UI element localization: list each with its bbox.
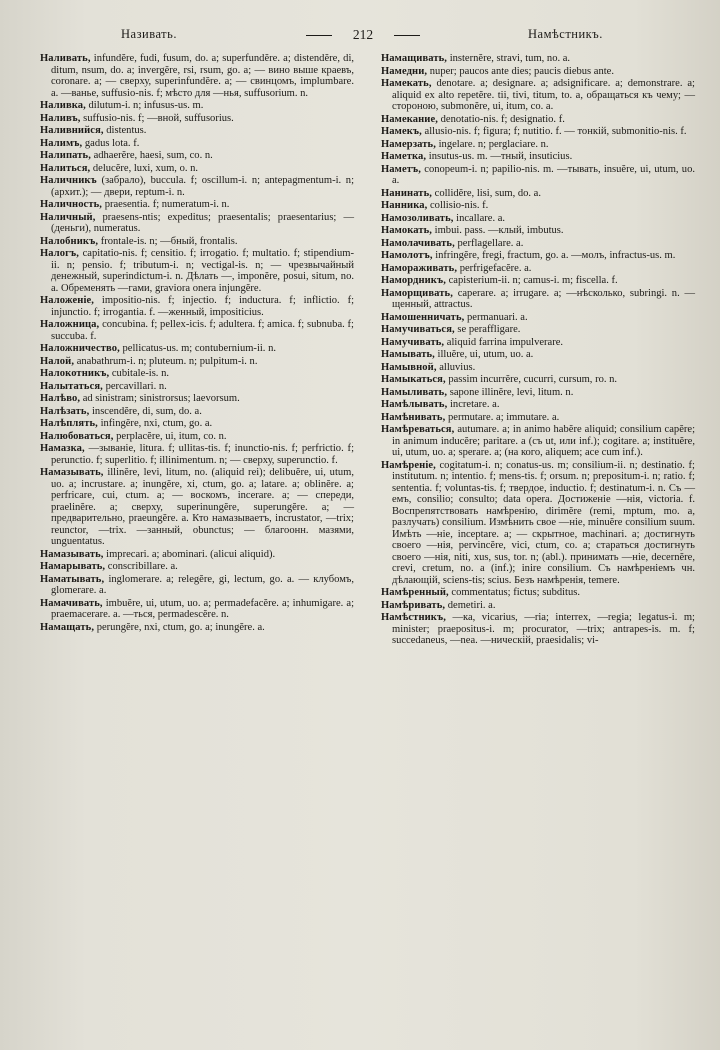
entry-headword: Налиться,	[40, 162, 91, 174]
entry-headword: Налѣплять,	[40, 418, 98, 429]
dictionary-entry	[40, 319, 354, 342]
entry-definition: distentus.	[106, 125, 147, 136]
entry-headword: Намащать,	[40, 621, 95, 633]
dictionary-entry	[381, 349, 695, 361]
entry-definition: —зываніе, litura. f; ullitas-tis. f; inunctio-nis. f; perfrictio. f; perunctio. f; superlitio. f; illinimentum. n; — сверху, superunctio. f.	[51, 443, 354, 466]
dictionary-entry	[40, 53, 354, 99]
entry-headword: Намокать,	[381, 225, 433, 236]
entry-definition: insternĕre, stravi, tum, no. a.	[449, 53, 571, 64]
entry-headword: Намолотъ,	[381, 250, 433, 261]
entry-definition: illinĕre, levi, litum, no. (aliquid rei); delibuĕre, ui, utum, uo. a; incrustare. a; inungĕre, xi, ctum, go. a; latare. a; oblinĕre. a; perfricare, cui, ctum. a; — воскомъ, incerare. a; — спереди, praelinĕre. a; сверху, superinungĕre, superungĕre. a; — предварительно, praeungĕre. a. Кто намазываетъ, incrustator, —trix; reunctor, —trix. —занный, obunctus; — благоонн. мазями, unguentatus.	[51, 467, 354, 547]
dictionary-entry	[381, 238, 695, 250]
entry-definition: se peraffligare.	[457, 324, 521, 335]
entry-headword: Намекание,	[381, 113, 439, 125]
entry-definition: inglomerare. a; relegĕre, gi, lectum, go. a. — клубомъ, glomerare. a.	[51, 573, 354, 596]
entry-definition: perfrigefacĕre. a.	[459, 262, 532, 274]
dictionary-entry	[381, 53, 695, 65]
dictionary-entry	[381, 460, 695, 587]
entry-headword: Наливъ,	[40, 112, 81, 124]
entry-headword: Намащивать,	[381, 53, 448, 64]
right-column	[381, 53, 695, 648]
dictionary-entry	[381, 612, 695, 647]
dictionary-entry	[40, 212, 354, 235]
dictionary-entry	[40, 356, 354, 368]
entry-headword: Намыкаться,	[381, 374, 446, 385]
entry-definition: praesentia. f; numeratum-i. n.	[104, 199, 230, 210]
entry-definition: sapone illinĕre, levi, litum. n.	[449, 386, 574, 398]
dictionary-entry	[40, 393, 354, 405]
dictionary-entry	[40, 150, 354, 162]
running-head-left: Називать.	[121, 27, 177, 41]
entry-headword: Наливнийся,	[40, 125, 104, 136]
entry-headword: Нанинать,	[381, 187, 433, 199]
entry-definition: anabathrum-i. n; pluteum. n; pulpitum-i. n.	[76, 355, 258, 367]
entry-definition: nuper; paucos ante dies; paucis diebus ante.	[429, 65, 615, 77]
dictionary-entry	[40, 175, 354, 198]
entry-headword: Наметъ,	[381, 163, 422, 175]
entry-definition: incallare. a.	[456, 212, 506, 224]
dictionary-entry	[40, 163, 354, 175]
dictionary-entry	[381, 200, 695, 212]
dictionary-entry	[381, 213, 695, 225]
entry-headword: Намошенничать,	[381, 311, 465, 323]
dictionary-entry	[40, 467, 354, 548]
entry-headword: Наморщивать,	[381, 287, 453, 299]
entry-definition: allusio-nis. f; figura; f; nutitio. f. — тонкій, submonitio-nis. f.	[424, 126, 687, 137]
entry-headword: Налюбоваться,	[40, 430, 114, 442]
entry-definition: imbui. pass. —клый, imbutus.	[434, 225, 564, 236]
entry-headword: Намозоливать,	[381, 212, 454, 224]
dictionary-entry	[381, 78, 695, 113]
entry-definition: capitatio-nis. f; censitio. f; irrogatio. f; multatio. f; stipendium-ii. n; pensio. f; tributum-i. n; vectigal-is. n; — чрезвычайный денежный, superindictum-i. n. Дѣлать —, imponĕre, posui, situm, no. a. Обременять —гами, graviora onera injungĕre.	[51, 248, 355, 294]
entry-definition: conscribillare. a.	[107, 561, 178, 572]
entry-definition: —ка, vicarius, —ria; interrex, —regia; legatus-i. m; minister; praepositus-i. m; procurator, —trix; antrapes-is. m. f; succedaneus, —nea. —ническій, praesidalis; vi-	[392, 612, 695, 646]
dictionary-entry	[40, 100, 354, 112]
entry-headword: Намарывать,	[40, 561, 106, 572]
entry-headword: Намордникъ,	[381, 275, 446, 286]
entry-headword: Намолачивать,	[381, 237, 455, 249]
entry-headword: Налытаться,	[40, 380, 103, 392]
entry-definition: denotare. a; designare. a; adsignificare. a; demonstrare. a; aliquid ex alto repetĕre. tii, tivi, titum, to. a, обращаться къ чему; — стороною, submonĕre, ui, itum, co. a.	[392, 78, 695, 112]
dictionary-entry	[40, 561, 354, 573]
dictionary-entry	[381, 424, 695, 459]
entry-definition: (забрало), buccula. f; oscillum-i. n; antepagmentum-i. n; (архит.); — двери, reptum-i. n.	[51, 175, 355, 198]
entry-headword: Наливать,	[40, 53, 91, 64]
entry-definition: imbuĕre, ui, utum, uo. a; permadefacĕre. a; inhumigare. a; praemacerare. a. —ться, permadescĕre. n.	[51, 597, 355, 620]
dictionary-entry	[381, 312, 695, 324]
dictionary-entry	[381, 151, 695, 163]
dictionary-entry	[40, 343, 354, 355]
entry-definition: caperare. a; irrugare. a; —нѣсколько, subringi. n. —щенный, attractus.	[392, 287, 696, 310]
dictionary-entry	[381, 362, 695, 374]
entry-headword: Наматывать,	[40, 573, 105, 585]
dictionary-entry	[381, 399, 695, 411]
entry-headword: Налой,	[40, 355, 75, 367]
entry-headword: Намыливать,	[381, 386, 448, 398]
entry-definition: commentatus; fictus; subditus.	[451, 587, 580, 598]
dictionary-entry	[381, 126, 695, 138]
dictionary-entry	[381, 374, 695, 386]
entry-headword: Намѣнивать,	[381, 411, 446, 423]
dictionary-entry	[40, 199, 354, 211]
entry-headword: Намѣривать,	[381, 599, 446, 611]
entry-definition: dilutum-i. n; infusus-us. m.	[88, 100, 204, 111]
entry-headword: Намазка,	[40, 443, 85, 454]
dictionary-entry	[40, 418, 354, 430]
entry-headword: Намазывать,	[40, 548, 104, 560]
entry-definition: cogitatum-i. n; conatus-us. m; consilium-ii. n; destinatio. f; institutum. n; intentio. f; mens-tis. f; orsum. n; prepositum-i. n; ratio. f; sententia. f; voluntas-tis. f; твердое, inductio. f; destinatum-i. n. Съ —емъ, consilio; consulto; data opera. Достиженіе —нія, victoria. f. Воспрепятствовать намѣренію, dirimĕre (remi, mptum, mo. a, разлучать) consilium. Измѣнить свое —ніе, minuĕre consilium suum. Имѣть —ніе, inceptare. a; — скрытное, machinari. a; достигнуть своего —нія, pervincĕre, vici, ctum, co. a; стараться достигнуть своего —нія, niti, xus, sus, tor. n; (abl.). принимать —ніе, decernĕre, crevi, cretum, no. a (inf.); inire consilium. Съ намѣреніемъ чн. дѣлающій, sciens-tis; scius. Безъ намѣренія, temere.	[392, 459, 695, 586]
entry-headword: Налѣзать,	[40, 405, 90, 417]
dictionary-entry	[40, 381, 354, 393]
dictionary-entry	[40, 125, 354, 137]
page-header	[0, 27, 720, 47]
dictionary-entry	[381, 225, 695, 237]
dictionary-entry	[40, 406, 354, 418]
entry-definition: cubitale-is. n.	[111, 368, 169, 379]
entry-headword: Намораживать,	[381, 262, 458, 274]
dictionary-entry	[40, 549, 354, 561]
entry-definition: perungĕre, nxi, ctum, go. a; inungĕre. a.	[96, 621, 265, 633]
dictionary-entry	[381, 66, 695, 78]
entry-headword: Наличникъ	[40, 175, 97, 186]
dictionary-entry	[40, 113, 354, 125]
left-column	[40, 53, 354, 634]
entry-definition: denotatio-nis. f; designatio. f.	[440, 113, 565, 125]
dictionary-entry	[40, 248, 354, 294]
entry-headword: Нанника,	[381, 200, 428, 211]
entry-definition: passim incurrĕre, cucurri, cursum, ro. n.	[448, 374, 618, 385]
dictionary-entry	[381, 587, 695, 599]
entry-headword: Намазывать,	[40, 467, 104, 478]
entry-headword: Намедни,	[381, 65, 428, 77]
entry-headword: Намекать,	[381, 78, 432, 89]
dictionary-entry	[40, 622, 354, 634]
running-head-right: Намѣстникъ.	[528, 27, 603, 41]
dictionary-entry	[40, 236, 354, 248]
dictionary-entry	[40, 598, 354, 621]
entry-definition: concubina. f; pellex-icis. f; adultera. f; amica. f; subnuba. f; succuba. f.	[51, 319, 354, 342]
entry-definition: collisio-nis. f.	[429, 200, 489, 211]
entry-headword: Наложеніе,	[40, 295, 95, 306]
entry-definition: insutus-us. m. —тный, insuticius.	[428, 151, 573, 162]
entry-definition: perflagellare. a.	[457, 237, 524, 249]
entry-definition: delucĕre, luxi, xum, o. n.	[92, 162, 199, 174]
entry-definition: alluvius.	[439, 361, 476, 373]
entry-headword: Наличность,	[40, 199, 103, 210]
entry-headword: Намучивать,	[381, 336, 445, 348]
entry-headword: Намекъ,	[381, 126, 422, 137]
entry-definition: conopeum-i. n; papilio-nis. m. —тывать, insuĕre, ui, utum, uo. a.	[392, 163, 695, 186]
entry-definition: pellicatus-us. m; contubernium-ii. n.	[122, 343, 276, 354]
entry-definition: impositio-nis. f; injectio. f; inductura. f; inflictio. f; injunctio. f; irrogantia. f. —женный, impositicius.	[51, 295, 355, 318]
dictionary-entry	[381, 600, 695, 612]
entry-headword: Наличный,	[40, 211, 96, 223]
entry-headword: Налимъ,	[40, 137, 83, 149]
entry-definition: capisterium-ii. n; camus-i. m; fiscella. f.	[448, 275, 618, 286]
dictionary-entry	[40, 138, 354, 150]
dictionary-entry	[40, 443, 354, 466]
dictionary-entry	[381, 164, 695, 187]
entry-headword: Наливка,	[40, 100, 86, 111]
entry-headword: Намывать,	[381, 349, 435, 360]
entry-definition: demetiri. a.	[447, 599, 496, 611]
entry-headword: Намѣстникъ,	[381, 612, 446, 623]
dictionary-entry	[381, 337, 695, 349]
entry-definition: adhaerĕre, haesi, sum, co. n.	[93, 150, 213, 161]
entry-definition: infundĕre, fudi, fusum, do. a; superfundĕre. a; distendĕre, di, ditum, nsum, do. a; invergĕre, rsi, rsum, go. a; — вино выше краевъ, coronare. a; — сверху, superinfundĕre. a; — свинцомъ, implumbare. a. —ванье, suffusio-nis. f; мѣсто для —нья, suffusorium. n.	[51, 53, 355, 99]
entry-headword: Налогъ,	[40, 248, 80, 259]
entry-definition: aliquid farrina impulverare.	[446, 336, 564, 348]
entry-definition: ingelare. n; perglaciare. n.	[438, 138, 549, 150]
entry-headword: Намѣреніе,	[381, 459, 436, 471]
entry-headword: Намачивать,	[40, 597, 103, 609]
entry-definition: infringĕre, fregi, fractum, go. a. —молъ, infractus-us. m.	[435, 250, 676, 261]
entry-definition: ad sinistram; sinistrorsus; laevorsum.	[82, 393, 240, 404]
entry-headword: Намучиваться,	[381, 324, 455, 335]
dictionary-entry	[381, 387, 695, 399]
dictionary-entry	[40, 368, 354, 380]
page-number: 212	[308, 27, 418, 43]
dictionary-entry	[381, 275, 695, 287]
entry-headword: Налипать,	[40, 150, 91, 161]
dictionary-entry	[381, 324, 695, 336]
entry-headword: Намывной,	[381, 361, 437, 373]
entry-definition: autumare. a; in animo habĕre aliquid; consilium capĕre; in animum inducĕre; paritare. a (съ ut, или inf.); cogitare. a; instituĕre, ui, utum, uo. a; sperare. a; (на кого, aliquem; ace cum inf.).	[392, 424, 695, 458]
entry-headword: Налокотникъ,	[40, 368, 110, 379]
entry-definition: gadus lota. f.	[84, 137, 140, 149]
entry-headword: Намѣреваться,	[381, 424, 455, 435]
dictionary-entry	[40, 574, 354, 597]
entry-headword: Наметка,	[381, 151, 427, 162]
entry-definition: praesens-ntis; expeditus; praesentalis; praesentarius; — (деньги), numeratus.	[51, 211, 354, 234]
entry-definition: permanuari. a.	[467, 311, 528, 323]
entry-headword: Намѣренный,	[381, 587, 449, 598]
entry-definition: permutare. a; immutare. a.	[447, 411, 560, 423]
entry-headword: Налобникъ,	[40, 235, 99, 247]
entry-definition: collidĕre, lisi, sum, do. a.	[434, 187, 541, 199]
entry-definition: percavillari. n.	[105, 380, 167, 392]
entry-definition: suffusio-nis. f; —вной, suffusorius.	[83, 112, 234, 124]
dictionary-entry	[381, 139, 695, 151]
entry-definition: frontale-is. n; —бный, frontalis.	[100, 235, 238, 247]
dictionary-entry	[381, 288, 695, 311]
dictionary-entry	[381, 188, 695, 200]
entry-definition: inscendĕre, di, sum, do. a.	[92, 405, 202, 417]
entry-definition: perplacĕre, ui, itum, co. n.	[116, 430, 227, 442]
entry-headword: Намерзать,	[381, 138, 436, 150]
dictionary-entry	[381, 412, 695, 424]
entry-headword: Намѣлывать,	[381, 399, 448, 410]
entry-definition: imprecari. a; abominari. (alicui aliquid).	[106, 548, 276, 560]
entry-definition: infingĕre, nxi, ctum, go. a.	[100, 418, 213, 429]
dictionary-entry	[40, 295, 354, 318]
dictionary-entry	[40, 431, 354, 443]
entry-headword: Наложница,	[40, 319, 100, 330]
entry-definition: incretare. a.	[449, 399, 500, 410]
dictionary-entry	[381, 250, 695, 262]
entry-definition: illuĕre, ui, utum, uo. a.	[437, 349, 534, 360]
entry-headword: Наложничество,	[40, 343, 120, 354]
entry-headword: Налѣво,	[40, 393, 81, 404]
dictionary-entry	[381, 114, 695, 126]
dictionary-entry	[381, 263, 695, 275]
